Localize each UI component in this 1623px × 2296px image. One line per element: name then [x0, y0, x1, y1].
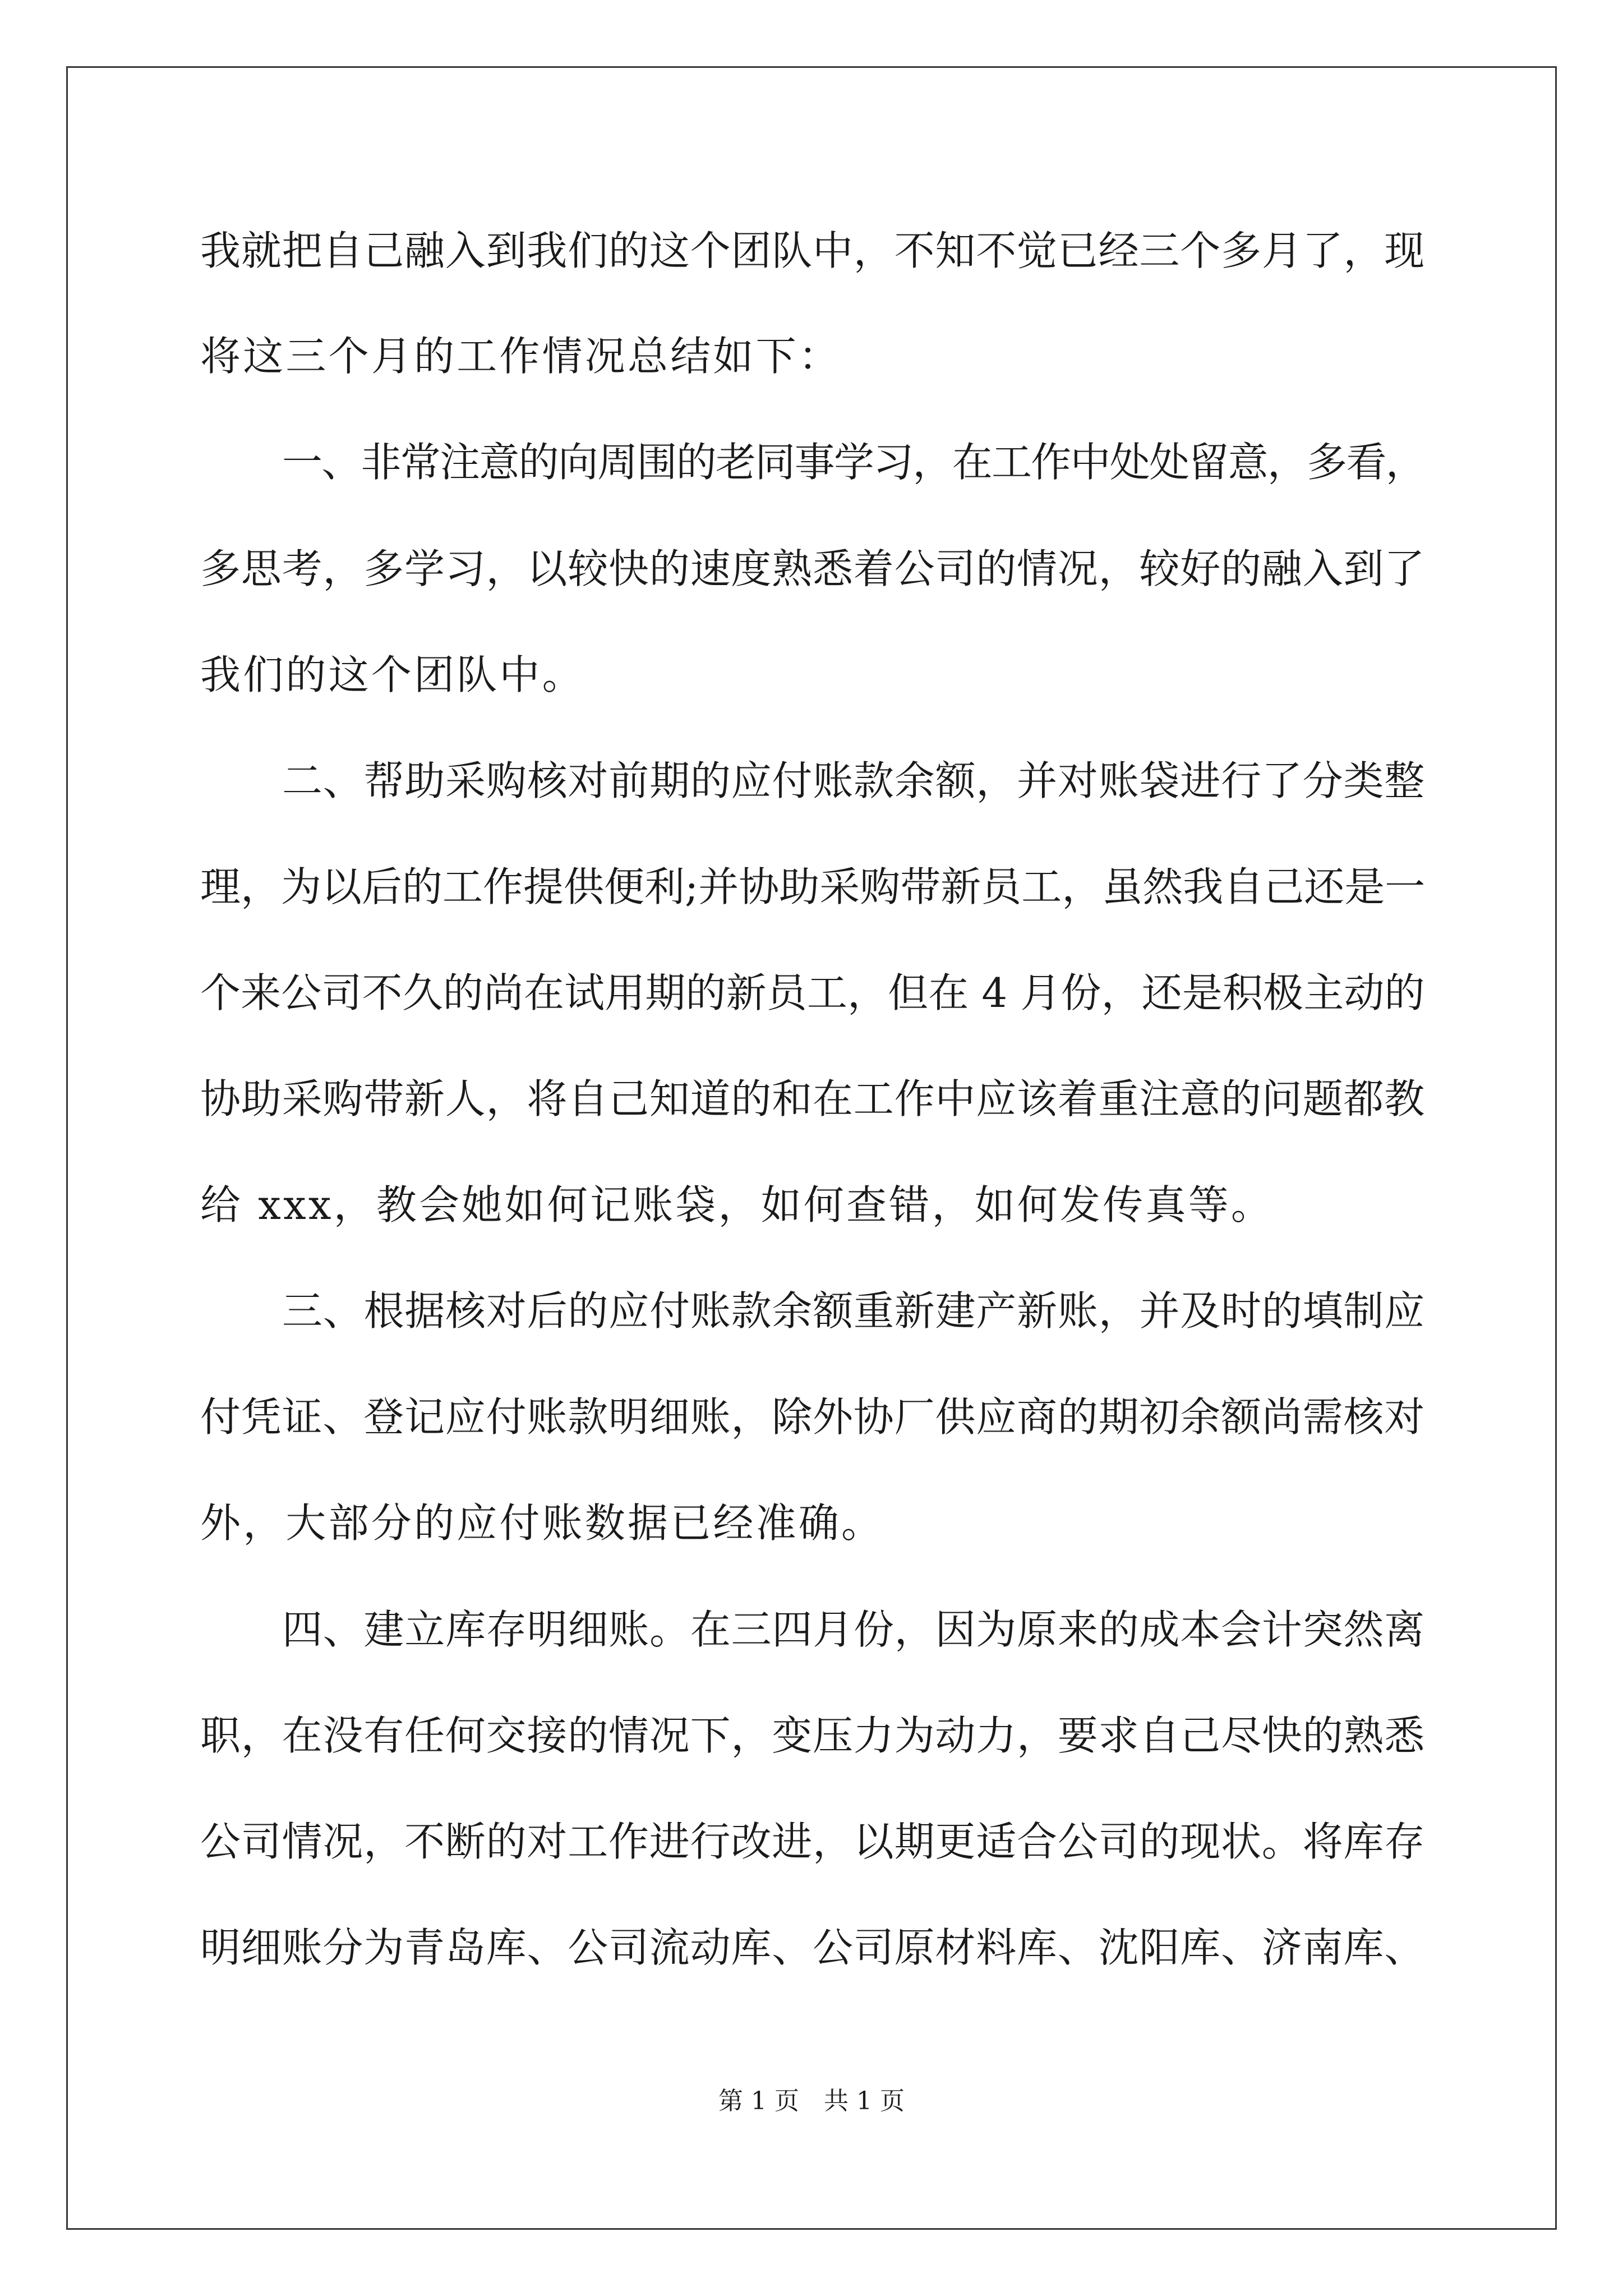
- paragraph-4-start: 四、建立库存明细账。在三四月份，因为原来的成本会计突然离: [282, 1606, 1426, 1653]
- page-footer: [0, 2085, 1623, 2118]
- text-line: 给 xxx，教会她如何记账袋，如何查错，如何发传真等。: [200, 1181, 1274, 1228]
- text-line: 协助采购带新人，将自己知道的和在工作中应该着重注意的问题都教: [200, 1075, 1426, 1122]
- text-line: 付凭证、登记应付账款明细账，除外协厂供应商的期初余额尚需核对: [200, 1393, 1426, 1441]
- paragraph-1-start: 一、非常注意的向周围的老同事学习，在工作中处处留意，多看，: [282, 439, 1426, 486]
- text-line: 个来公司不久的尚在试用期的新员工，但在 4 月份，还是积极主动的: [200, 969, 1425, 1016]
- text-line: 我就把自己融入到我们的这个团队中，不知不觉已经三个多月了，现: [200, 227, 1426, 274]
- text-line: 理，为以后的工作提供便利;并协助采购带新员工，虽然我自己还是一: [200, 863, 1426, 910]
- paragraph-2-start: 二、帮助采购核对前期的应付账款余额，并对账袋进行了分类整: [282, 757, 1426, 804]
- text-line: 公司情况，不断的对工作进行改进，以期更适合公司的现状。将库存: [200, 1818, 1426, 1865]
- page-border: [66, 66, 1557, 2230]
- text-line: 多思考，多学习，以较快的速度熟悉着公司的情况，较好的融入到了: [200, 545, 1426, 592]
- paragraph-3-start: 三、根据核对后的应付账款余额重新建产新账，并及时的填制应: [282, 1287, 1426, 1335]
- text-line: 明细账分为青岛库、公司流动库、公司原材料库、沈阳库、济南库、: [200, 1924, 1426, 1971]
- text-line: 我们的这个团队中。: [200, 651, 585, 698]
- page-number-current: 第 1 页: [718, 2087, 799, 2115]
- page-number-total: 共 1 页: [824, 2087, 905, 2115]
- text-line: 将这三个月的工作情况总结如下：: [200, 333, 842, 380]
- text-line: 外，大部分的应付账数据已经准确。: [200, 1499, 884, 1547]
- text-line: 职，在没有任何交接的情况下，变压力为动力，要求自己尽快的熟悉: [200, 1712, 1426, 1759]
